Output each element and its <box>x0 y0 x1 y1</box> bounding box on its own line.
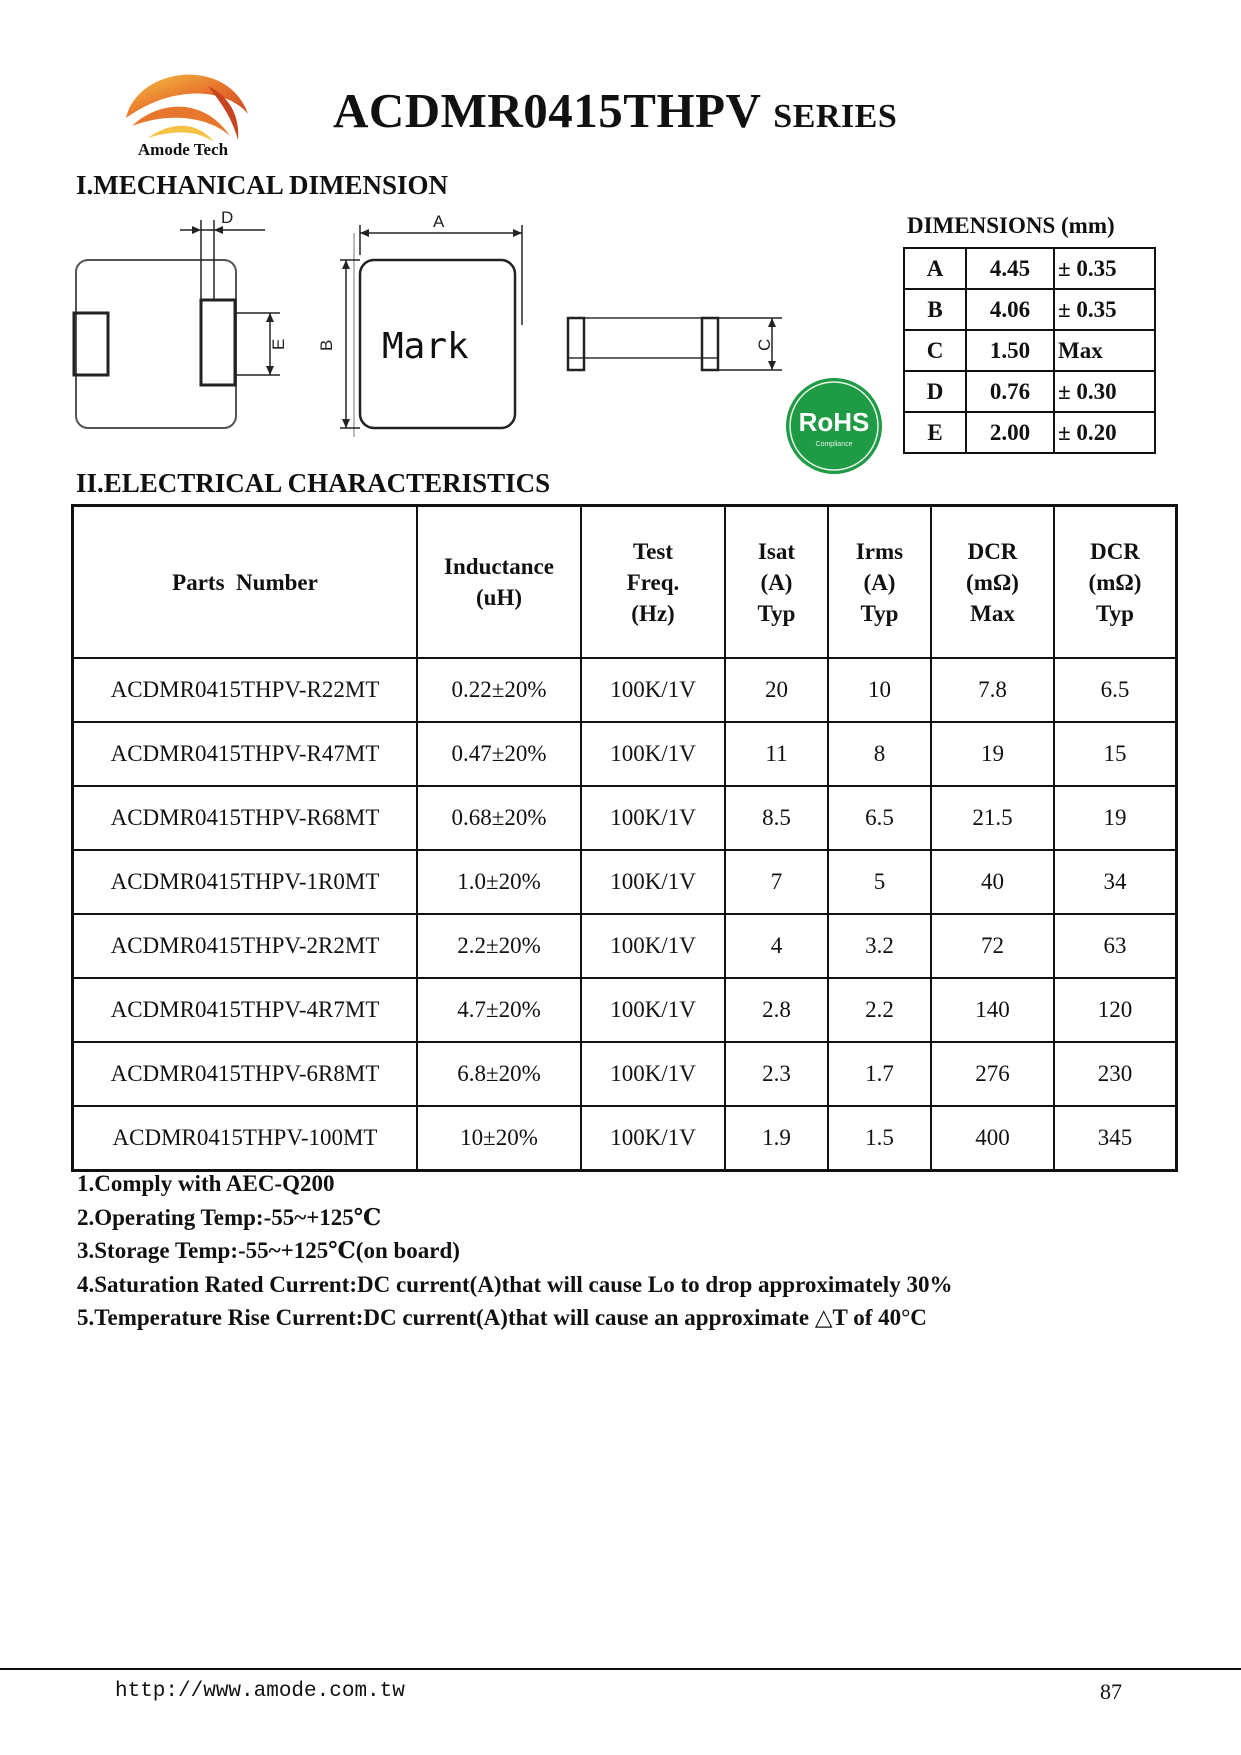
dimension-tolerance: ± 0.30 <box>1054 371 1155 412</box>
table-cell: 40 <box>931 850 1054 914</box>
notes-list <box>77 1167 952 1335</box>
dimension-row <box>904 330 1155 371</box>
dimension-row <box>904 412 1155 453</box>
logo-text: Amode Tech <box>137 140 229 159</box>
table-row <box>73 978 1177 1042</box>
table-cell: 140 <box>931 978 1054 1042</box>
dimension-key: D <box>904 371 966 412</box>
table-cell: 100K/1V <box>581 850 725 914</box>
note-item: 2.Operating Temp:-55~+125℃ <box>77 1204 382 1230</box>
note-item: 1.Comply with AEC-Q200 <box>77 1171 335 1196</box>
table-cell: 100K/1V <box>581 1042 725 1106</box>
table-cell: ACDMR0415THPV-6R8MT <box>73 1042 418 1106</box>
title-suffix: SERIES <box>773 98 898 135</box>
table-cell: 120 <box>1054 978 1177 1042</box>
table-cell: 400 <box>931 1106 1054 1171</box>
table-cell: 1.7 <box>828 1042 931 1106</box>
table-cell: ACDMR0415THPV-R47MT <box>73 722 418 786</box>
table-cell: 3.2 <box>828 914 931 978</box>
label-d: D <box>221 208 234 227</box>
column-header <box>828 506 931 659</box>
column-header-line: Max <box>970 600 1015 626</box>
table-cell: ACDMR0415THPV-4R7MT <box>73 978 418 1042</box>
column-header-line: (A) <box>863 569 896 595</box>
table-cell: 100K/1V <box>581 658 725 722</box>
table-cell: 10±20% <box>417 1106 581 1171</box>
dimension-value: 4.45 <box>966 248 1054 289</box>
table-cell: 63 <box>1054 914 1177 978</box>
table-cell: 2.2±20% <box>417 914 581 978</box>
table-cell: 8.5 <box>725 786 828 850</box>
table-row <box>73 914 1177 978</box>
mechanical-drawing <box>70 205 790 445</box>
table-cell: 21.5 <box>931 786 1054 850</box>
table-row <box>73 1106 1177 1171</box>
table-row <box>73 850 1177 914</box>
table-row <box>73 658 1177 722</box>
column-header-line: Typ <box>1096 600 1134 626</box>
dimension-value: 4.06 <box>966 289 1054 330</box>
column-header-line: Isat <box>757 538 796 564</box>
column-header-line: (Hz) <box>631 600 675 626</box>
label-e: E <box>269 338 288 350</box>
mark-text: Mark <box>382 326 469 367</box>
rohs-text: RoHS <box>798 407 870 437</box>
table-cell: 276 <box>931 1042 1054 1106</box>
table-cell: 100K/1V <box>581 914 725 978</box>
column-header-line: (uH) <box>476 585 522 610</box>
column-header-line: Typ <box>757 600 796 626</box>
dimension-tolerance: Max <box>1054 330 1155 371</box>
table-cell: 34 <box>1054 850 1177 914</box>
table-cell: 6.5 <box>828 786 931 850</box>
table-cell: 100K/1V <box>581 1106 725 1171</box>
dimension-key: C <box>904 330 966 371</box>
column-header-line: Parts Number <box>172 569 318 595</box>
table-cell: 0.68±20% <box>417 786 581 850</box>
section-mechanical-heading: I.MECHANICAL DIMENSION <box>76 170 449 200</box>
column-header <box>73 506 418 659</box>
table-cell: 10 <box>828 658 931 722</box>
dimension-value: 2.00 <box>966 412 1054 453</box>
table-cell: 230 <box>1054 1042 1177 1106</box>
rohs-subtext: Compliance <box>815 441 853 448</box>
note-item: 4.Saturation Rated Current:DC current(A)that will cause Lo to drop approximately 30% <box>77 1271 953 1297</box>
table-cell: 100K/1V <box>581 722 725 786</box>
label-b: B <box>317 339 336 351</box>
table-cell: 2.3 <box>725 1042 828 1106</box>
table-header-row <box>73 506 1177 659</box>
table-cell: 6.5 <box>1054 658 1177 722</box>
page-number: 87 <box>1100 1679 1122 1704</box>
table-cell: 11 <box>725 722 828 786</box>
table-row <box>73 1042 1177 1106</box>
column-header <box>417 506 581 659</box>
footer-url: http://www.amode.com.tw <box>115 1680 405 1703</box>
footer-divider <box>0 1668 1241 1670</box>
dimension-tolerance: ± 0.35 <box>1054 289 1155 330</box>
column-header-line: DCR <box>967 538 1018 564</box>
rohs-badge <box>784 376 884 476</box>
column-header-line: Freq. <box>626 569 680 595</box>
table-row <box>73 722 1177 786</box>
table-cell: 8 <box>828 722 931 786</box>
table-cell: 20 <box>725 658 828 722</box>
table-cell: ACDMR0415THPV-100MT <box>73 1106 418 1171</box>
note-item: 5.Temperature Rise Current:DC current(A)that will cause an approximate △T of 40°C <box>77 1305 927 1330</box>
dimensions-title: DIMENSIONS (mm) <box>907 213 1115 238</box>
column-header-line: (A) <box>760 569 793 595</box>
table-cell: 15 <box>1054 722 1177 786</box>
table-cell: 5 <box>828 850 931 914</box>
table-cell: 4.7±20% <box>417 978 581 1042</box>
table-cell: 0.47±20% <box>417 722 581 786</box>
dimension-key: B <box>904 289 966 330</box>
column-header-line: (mΩ) <box>1088 569 1142 595</box>
table-cell: 1.0±20% <box>417 850 581 914</box>
dimension-value: 1.50 <box>966 330 1054 371</box>
dimension-value: 0.76 <box>966 371 1054 412</box>
dimension-tolerance: ± 0.35 <box>1054 248 1155 289</box>
table-cell: 19 <box>1054 786 1177 850</box>
table-cell: 7 <box>725 850 828 914</box>
document-title <box>333 82 897 139</box>
column-header <box>931 506 1054 659</box>
dimension-row <box>904 289 1155 330</box>
table-cell: ACDMR0415THPV-R68MT <box>73 786 418 850</box>
column-header-line: (mΩ) <box>966 569 1019 595</box>
dimensions-table <box>903 247 1156 454</box>
table-cell: 100K/1V <box>581 978 725 1042</box>
table-cell: 4 <box>725 914 828 978</box>
table-cell: 100K/1V <box>581 786 725 850</box>
dimension-key: E <box>904 412 966 453</box>
section-electrical-heading: II.ELECTRICAL CHARACTERISTICS <box>76 468 551 498</box>
dimension-row <box>904 371 1155 412</box>
label-c: C <box>755 338 774 351</box>
column-header-line: Irms <box>855 538 904 564</box>
table-row <box>73 786 1177 850</box>
dimension-key: A <box>904 248 966 289</box>
column-header-line: DCR <box>1090 538 1140 564</box>
column-header-line: Test <box>632 538 674 564</box>
table-cell: 7.8 <box>931 658 1054 722</box>
table-cell: 2.8 <box>725 978 828 1042</box>
table-cell: ACDMR0415THPV-2R2MT <box>73 914 418 978</box>
column-header <box>581 506 725 659</box>
table-cell: 2.2 <box>828 978 931 1042</box>
title-main: ACDMR0415THPV <box>333 83 761 138</box>
table-cell: ACDMR0415THPV-1R0MT <box>73 850 418 914</box>
table-cell: 1.5 <box>828 1106 931 1171</box>
table-cell: 19 <box>931 722 1054 786</box>
dimension-row <box>904 248 1155 289</box>
column-header <box>1054 506 1177 659</box>
column-header-line: Inductance <box>444 554 554 579</box>
table-cell: 6.8±20% <box>417 1042 581 1106</box>
table-cell: ACDMR0415THPV-R22MT <box>73 658 418 722</box>
note-item: 3.Storage Temp:-55~+125℃(on board) <box>77 1238 460 1263</box>
dimension-tolerance: ± 0.20 <box>1054 412 1155 453</box>
electrical-characteristics-table <box>71 504 1178 1172</box>
label-a: A <box>433 212 445 231</box>
column-header <box>725 506 828 659</box>
table-cell: 345 <box>1054 1106 1177 1171</box>
table-cell: 72 <box>931 914 1054 978</box>
table-cell: 1.9 <box>725 1106 828 1171</box>
table-cell: 0.22±20% <box>417 658 581 722</box>
column-header-line: Typ <box>860 600 899 626</box>
